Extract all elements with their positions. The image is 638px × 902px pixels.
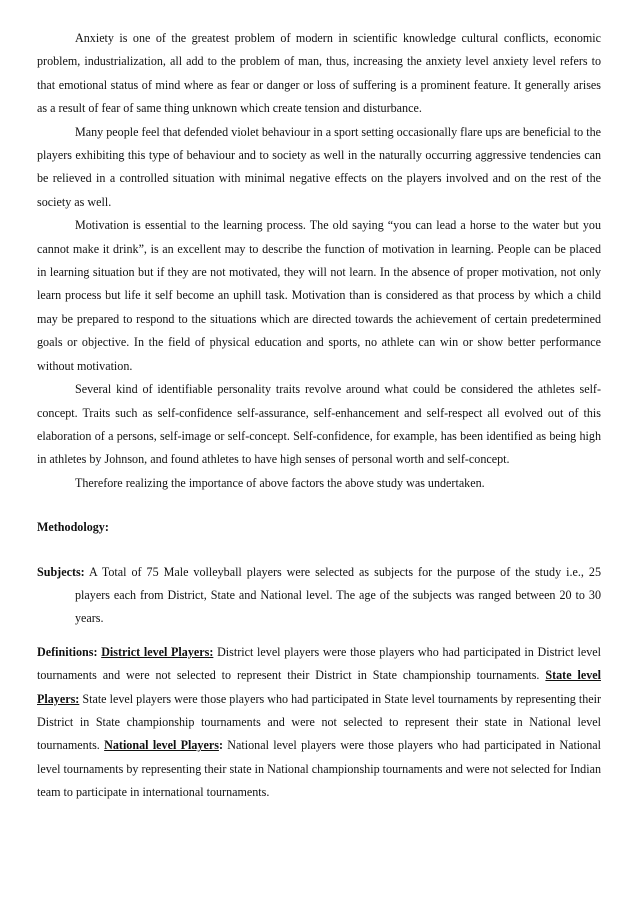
methodology-heading: Methodology: <box>37 520 109 535</box>
national-level-label: National level Players <box>104 738 219 753</box>
national-level-colon: : <box>218 738 223 753</box>
paragraph-motivation: Motivation is essential to the learning process. The old saying “you can lead a horse to the water but you cannot make it drink”, is an excellent may to describe the function of motivation in learning. People can be placed in learning situation but if they are not motivated, they will not learn. In the absence of proper motivation, not only learn process but life it self become an uphill task. Motivation than is considered as that process by which a child may be prepared to respond to the situations which are directed towards the achievement of certain predetermined goals or objective. In the field of physical education and sports, no athlete can win or show better performance without motivation. <box>37 218 601 373</box>
state-level-label: State level Players: <box>37 668 601 706</box>
subjects-text: A Total of 75 Male volleyball players were selected as subjects for the purpose of the study i.e., 25 players each from District, State and National level. The age of the subjects was ranged between 20 to 30 years. <box>75 564 601 626</box>
paragraph-anxiety: Anxiety is one of the greatest problem of modern in scientific knowledge cultural conflicts, economic problem, industrialization, all add to the problem of man, thus, increasing the anxiety level anxiety level refers to that emotional status of mind where as fear or danger or loss of suffering is a prominent feature. It generally arises as a result of fear of same thing unknown which create tension and disturbance. <box>37 31 601 116</box>
district-level-label: District level Players: <box>101 644 214 659</box>
paragraph-conclusion: Therefore realizing the importance of above factors the above study was undertaken. <box>75 475 485 490</box>
definitions-paragraph <box>37 641 601 805</box>
subjects-paragraph <box>37 561 601 631</box>
subjects-label: Subjects: <box>37 564 85 579</box>
definitions-label: Definitions: <box>37 644 98 659</box>
state-level-text: State level players were those players who had participated in State level tournaments by representing their District in State championship tournaments and were not selected to represent their state in National level tournaments. <box>37 691 601 753</box>
national-level-text: National level players were those players who had participated in National level tournaments by representing their state in National championship tournaments and were not selected for Indian team to participate in international tournaments. <box>37 738 601 800</box>
paragraph-aggression: Many people feel that defended violet behaviour in a sport setting occasionally flare ups are beneficial to the players exhibiting this type of behaviour and to society as well in the naturally occurring aggressive tendencies can be relieved in a controlled situation with minimal negative effects on the players involved and on the rest of the society as well. <box>37 124 601 209</box>
paragraph-self-concept: Several kind of identifiable personality traits revolve around what could be considered the athletes self-concept. Traits such as self-confidence self-assurance, self-enhancement and self-respect all evolved out of this elaboration of a persons, self-image or self-concept. Self-confidence, for example, has been identified as being high in athletes by Johnson, and found athletes to have high senses of personal worth and self-concept. <box>37 382 601 467</box>
district-level-text: District level players were those players who had participated in District level tournaments and were not selected to represent their District in State championship tournaments. <box>37 644 602 683</box>
